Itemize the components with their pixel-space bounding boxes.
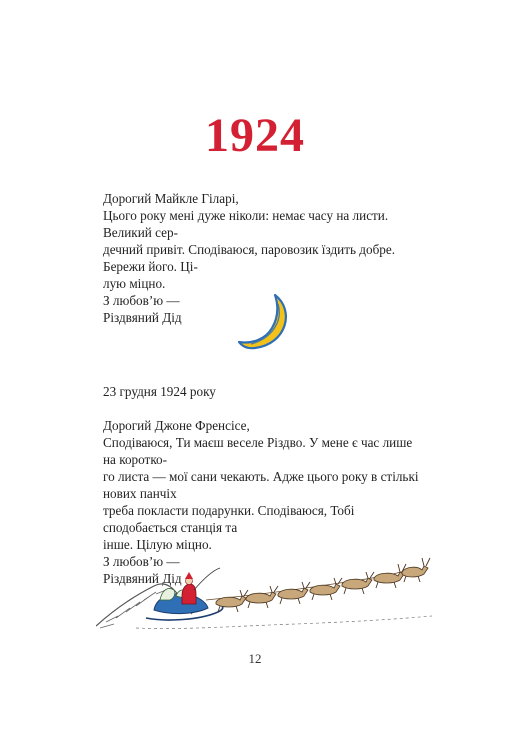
year-heading: 1924 [205,109,305,162]
reindeer-4 [310,584,340,595]
reindeer-6 [374,572,404,583]
letter2-body-line-1: Сподіваюся, Ти маєш веселе Різдво. У мене є час лише на коротко- [103,435,413,467]
letter1-salutation: Дорогий Майкле Гіларі, [103,191,239,206]
letter2-body-line-3: треба покласти подарунки. Сподіваюся, Тобі сподобається станція та [103,503,355,535]
letter2-date: 23 грудня 1924 року [103,384,216,399]
letter1-signature: Різдвяний Дід [103,310,182,325]
moon-shape [239,295,286,348]
letter2-salutation: Дорогий Джоне Френсісе, [103,418,250,433]
reindeer-1 [216,596,246,607]
letter1-body-line-1: Цього року мені дуже ніколи: немає часу на листи. Великий сер- [103,208,389,240]
santa-hat [185,572,193,579]
letter1-body-line-3: лую міцно. [103,276,166,291]
reindeer-5 [342,578,372,589]
reindeer-3 [278,588,308,599]
letter2-body-line-4: інше. Цілую міцно. [103,537,212,552]
reindeer-team [216,566,428,607]
letter2-signature: Різдвяний Дід [103,571,182,586]
page-number: 12 [248,651,262,666]
crescent-moon-icon [237,292,293,352]
letter2-closing: З любов’ю — [103,554,180,569]
reindeer-7 [402,566,428,577]
reindeer-sleigh-drawing [96,546,432,632]
reins [206,568,416,600]
letter2-body-line-2: го листа — мої сани чекають. Адже цього року в стількі нових панчіх [103,469,419,501]
reindeer-2 [246,592,276,603]
santa-figure [182,584,196,604]
ground-line [136,616,432,629]
whip [194,568,220,590]
letter1-closing: З любов’ю — [103,293,180,308]
letter1-body-line-2: дечний привіт. Сподіваюся, паровозик їздить добре. Бережи його. Ці- [103,242,396,274]
